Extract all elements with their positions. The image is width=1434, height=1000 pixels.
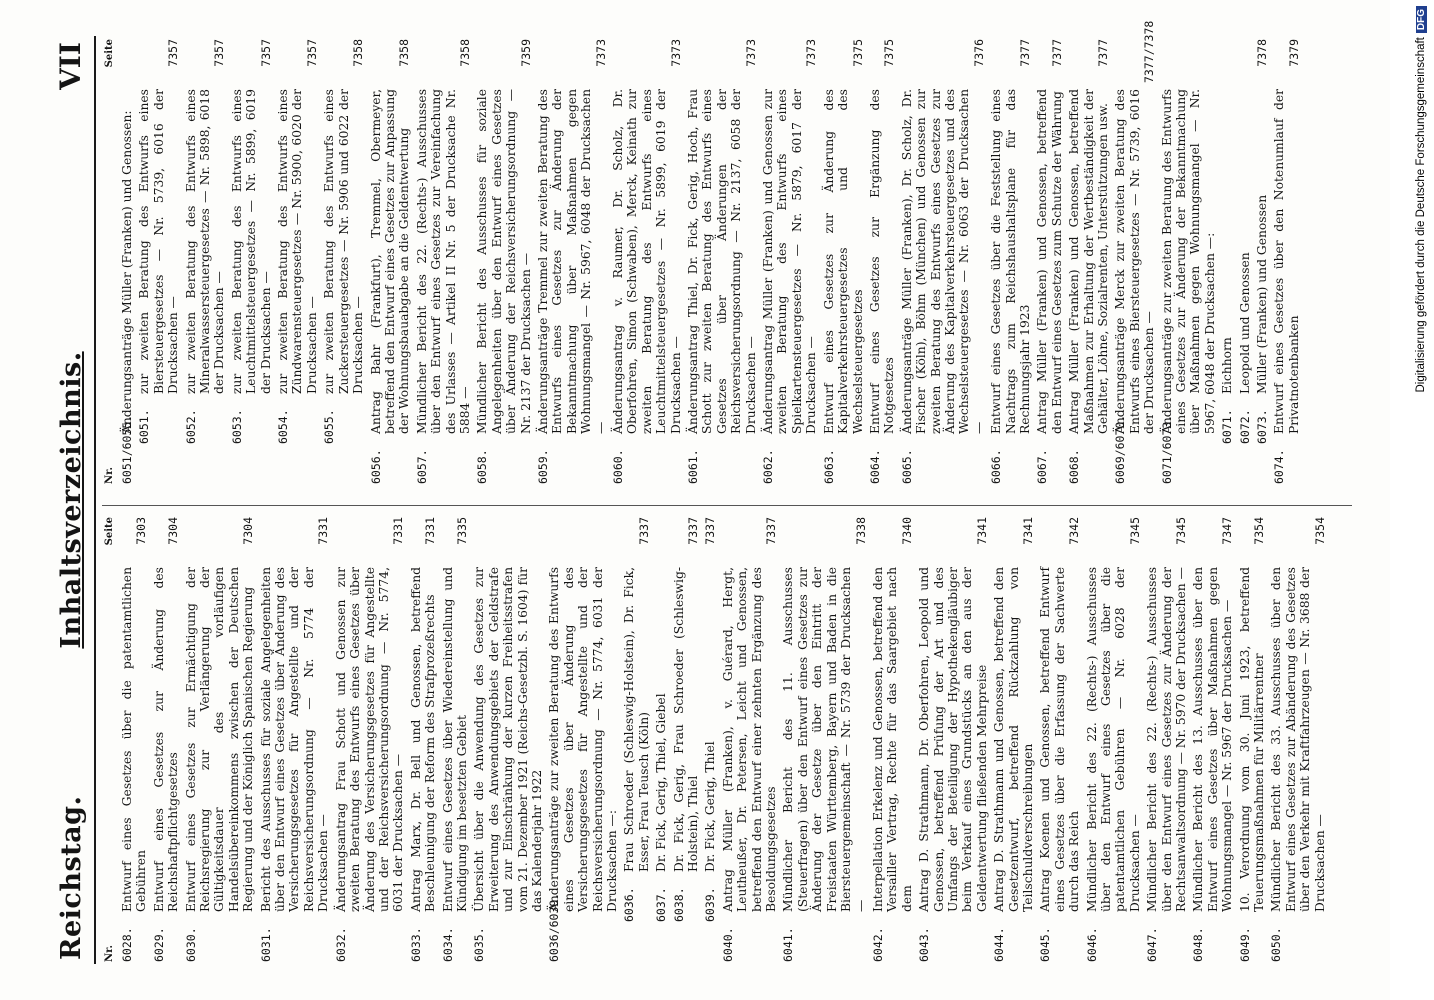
index-entry: [703, 517, 717, 962]
entry-number: 6058.: [475, 449, 490, 484]
entry-page: 7335: [454, 517, 469, 545]
entry-title: Antrag Müller (Franken), v. Guérard, Hergt, Leutheußer, Dr. Petersen, Leicht und Genossen, betreffend den Entwurf einer zehnten Ergänzung des Besoldungsgesetzes: [720, 567, 779, 912]
left-column: [100, 517, 1360, 962]
index-entry: [230, 39, 273, 484]
index-entry: [822, 39, 865, 484]
entry-title: Übersicht über die Anwendung des Gesetzes zur Erweiterung des Anwendungsgebiets der Geldstrafe und zur Einschränkung der kurzen Freiheitsstrafen vom 21. Dezember 1921 (Reichs-Gesetzbl. S. 1604) für das Kalenderjahr 1922: [472, 567, 544, 912]
entry-number: 6042.: [870, 927, 885, 962]
column-header: [100, 517, 120, 962]
index-entry: [1191, 517, 1234, 962]
page-title: Inhaltsverzeichnis.: [56, 351, 87, 649]
index-entry: [1238, 39, 1252, 484]
entry-page: 7337: [764, 517, 779, 545]
entry-title: Entwurf eines Gesetzes über Wiedereinstellung und Kündigung im besetzten Gebiet: [440, 567, 469, 912]
entry-title: Leopold und Genossen: [1237, 252, 1252, 394]
index-entry: [1035, 39, 1064, 484]
entry-title: Änderungsanträge zur zweiten Beratung des Entwurfs eines Gesetzes über Änderung des Versicherungsgesetzes für Angestellte und der Reichsversicherungsordnung — Nr. 5774, 6031 der Drucksachen —:: [547, 567, 619, 912]
entry-page: 7357: [304, 39, 319, 67]
index-entry: [334, 517, 406, 962]
entry-title: Mündlicher Bericht des Ausschusses für soziale Angelegenheiten über den Entwurf eines Gesetzes über Änderung der Reichsversicherungsordnung — Nr. 2137 der Drucksachen —: [475, 89, 533, 434]
entry-title: Frau Schroeder (Schleswig-Holstein), Dr. Fick, Esser, Frau Teusch (Köln): [622, 567, 651, 872]
entry-title: Entwurf eines Gesetzes zur Ergänzung des Notgesetzes: [867, 89, 897, 434]
index-entry: [1160, 39, 1218, 484]
entry-list: [120, 20, 1301, 484]
entry-page: 7379: [1286, 39, 1301, 67]
entry-title: Antrag Koenen und Genossen, betreffend Entwurf eines Gesetzes über die Erfassung der Sachwerte durch das Reich: [1038, 567, 1082, 912]
entry-number: 6049.: [1237, 927, 1252, 962]
entry-number: 6045.: [1038, 927, 1053, 962]
entry-page: 7338: [853, 517, 868, 545]
entry-number: 6031.: [258, 927, 273, 962]
index-entry: [1238, 517, 1267, 962]
page-number-roman: VII: [54, 42, 87, 90]
column-header-nr: Nr.: [104, 945, 115, 962]
entry-page: 7378: [1255, 39, 1270, 67]
digitization-credit-text: Digitalisierung gefördert durch die Deutsche Forschungsgemeinschaft: [1415, 37, 1427, 393]
entry-page: 7337: [703, 517, 718, 545]
index-entry: [686, 39, 758, 484]
entry-page: 7341: [974, 517, 989, 545]
entry-number: 6069/6070.: [1113, 414, 1128, 484]
entry-page: 7357: [258, 39, 273, 67]
entry-title: Entwurf eines Gesetzes über die patentamtlichen Gebühren: [120, 567, 149, 912]
entry-page: 7377: [1096, 39, 1110, 67]
index-entry: [1038, 517, 1081, 962]
entry-number: 6067.: [1035, 449, 1050, 484]
entry-number: 6035.: [472, 927, 487, 962]
entry-title: Änderungsantrag Thiel, Dr. Fick, Gerig, Hoch, Frau Schott zur zweiten Beratung des Entwurfs eines Gesetzes über Änderungen der Reichsversicherungsordnung — Nr. 2137, 6058 der Drucksachen —: [686, 89, 758, 434]
entry-title: Antrag Marx, Dr. Bell und Genossen, betreffend Beschleunigung der Reform des Strafprozeßrechts: [408, 567, 438, 912]
index-entry: [441, 517, 470, 962]
entry-number: 6040.: [720, 927, 735, 962]
entry-page: 7304: [241, 517, 256, 545]
entry-number: 6034.: [440, 927, 455, 962]
index-entry: [1272, 39, 1301, 484]
index-entry: [369, 39, 412, 484]
entry-number: 6041.: [781, 927, 796, 962]
entry-title: Antrag D. Strathmann, Dr. Oberfohren, Leopold und Genossen, betreffend Prüfung der Art und des Umfangs der Beteiligung der Hypothekengläubiger beim Verkauf eines Grundstücks an den aus der Geldentwertung fließenden Mehrpreise: [917, 567, 989, 912]
index-entry: [415, 39, 473, 484]
index-entry: [781, 517, 867, 962]
entry-number: 6028.: [120, 927, 134, 962]
entry-number: 6030.: [183, 927, 198, 962]
index-entry: [1255, 39, 1269, 484]
entry-title: Änderungsanträge Müller (Franken) und Genossen:: [120, 110, 134, 434]
index-entry: [120, 39, 134, 484]
entry-number: 6037.: [654, 887, 669, 922]
entry-page: 7358: [457, 39, 472, 67]
entry-number: 6036.: [622, 887, 637, 922]
entry-number: 6048.: [1191, 927, 1206, 962]
entry-page: 7354: [1312, 517, 1327, 545]
entry-number: 6061.: [686, 449, 701, 484]
entry-number: 6073.: [1255, 409, 1270, 444]
entry-number: 6059.: [535, 449, 550, 484]
index-entry: [1220, 39, 1234, 484]
entry-page: 7354: [1252, 517, 1267, 545]
entry-number: 6050.: [1269, 927, 1284, 962]
entry-number: 6071.: [1220, 409, 1235, 444]
index-entry: [409, 517, 438, 962]
entry-title: 10. Verordnung vom 30. Juni 1923, betreffend Teuerungsmaßnahmen für Militärrentner: [1237, 567, 1267, 912]
entry-page: 7375: [850, 39, 865, 67]
entry-title: Änderungsantrag Frau Schott und Genossen zur zweiten Beratung des Entwurfs eines Gesetzes über Änderung des Versicherungsgesetzes für Angestellte und der Reichsversicherungsordnung — Nr. 5774, 6031 der Drucksachen —: [333, 567, 406, 912]
entry-title: Antrag Müller (Franken) und Genossen, betreffend Maßnahmen zur Erhaltung der Wertbeständigkeit der Gehälter, Löhne, Sozialrenten, Unterstützungen usw.: [1067, 89, 1110, 434]
entry-number: 6065.: [899, 449, 914, 484]
index-entry: [622, 517, 651, 962]
entry-number: 6044.: [992, 927, 1007, 962]
index-entry: [761, 39, 819, 484]
entry-number: 6036/6039.: [547, 892, 562, 962]
entry-title: Mündlicher Bericht des 22. (Rechts-) Ausschusses über den Entwurf eines Gesetzes zur Vereinfachung des Urlasses — Artikel II Nr. 5 der Drucksache Nr. 5884 —: [414, 89, 472, 434]
entry-page: 7377: [1049, 39, 1064, 67]
entry-number: 6056.: [368, 449, 383, 484]
entry-number: 6064.: [867, 449, 882, 484]
entry-page: 7337: [686, 517, 701, 545]
entry-title: Dr. Fick, Gerig, Thiel: [703, 741, 718, 872]
entry-page: 7345: [1174, 517, 1189, 545]
entry-page: 7331: [316, 517, 331, 545]
column-header-nr: Nr.: [104, 467, 115, 484]
entry-number: 6074.: [1272, 449, 1287, 484]
index-entry: [992, 517, 1035, 962]
page-header: [48, 36, 96, 964]
entry-title: Antrag Müller (Franken) und Genossen, betreffend den Entwurf eines Gesetzes zum Schutze der Währung: [1035, 89, 1064, 434]
index-entry: [137, 39, 180, 484]
entry-number: 6063.: [821, 449, 836, 484]
entry-page: 7331: [391, 517, 406, 545]
entry-page: 7377: [1017, 39, 1032, 67]
entry-title: Änderungsantrag v. Raumer, Dr. Scholz, Dr. Oberfohren, Simon (Schwaben), Merck, Keinath zur zweiten Beratung des Entwurfs eines Leuchtmittelsteuergesetzes — Nr. 5899, 6019 der Drucksachen —: [611, 89, 683, 434]
entry-page: 7345: [1127, 517, 1142, 545]
index-entry: [276, 39, 319, 484]
index-entry: [1113, 20, 1157, 484]
entry-number: 6052.: [183, 409, 198, 444]
entry-title: Entwurf eines Gesetzes zur Änderung des Reichshaftpflichtgesetzes: [151, 567, 181, 912]
index-entry: [654, 517, 668, 962]
digitization-credit: [1408, 0, 1434, 1000]
entry-title: zur zweiten Beratung des Entwurfs eines Zündwarensteuergesetzes — Nr. 5900, 6020 der Drucksachen —: [276, 89, 319, 394]
entry-page: 7376: [971, 39, 986, 67]
index-entry: [322, 39, 365, 484]
entry-list: [120, 517, 1327, 962]
index-entry: [721, 517, 779, 962]
entry-number: 6043.: [917, 927, 932, 962]
entry-title: Dr. Fick, Gerig, Frau Schroeder (Schleswig-Holstein), Thiel: [671, 567, 701, 872]
index-entry: [472, 517, 544, 962]
entry-page: 7359: [518, 39, 533, 67]
entry-title: Mündlicher Bericht des 13. Ausschusses über den Entwurf eines Gesetzes über Maßnahmen gegen Wohnungsmangel — Nr. 5967 der Drucksachen —: [1191, 567, 1235, 912]
index-entry: [989, 39, 1032, 484]
entry-title: Mündlicher Bericht des 22. (Rechts-) Ausschusses über den Entwurf eines Gesetzes über die patentamtlichen Gebühren — Nr. 6028 der Drucksachen —: [1084, 567, 1142, 912]
entry-page: 7357: [212, 39, 227, 67]
entry-number: 6062.: [761, 449, 776, 484]
entry-title: zur zweiten Beratung des Entwurfs eines Leuchtmittelsteuergesetzes — Nr. 5899, 6019 der Drucksachen —: [229, 89, 273, 394]
entry-title: Entwurf eines Gesetzes über die Feststellung eines Nachtrags zum Reichshaushaltsplane für das Rechnungsjahr 1923: [989, 89, 1032, 434]
entry-page: 7331: [423, 517, 438, 545]
index-entry: [1145, 517, 1188, 962]
entry-page: 7358: [351, 39, 366, 67]
right-column: [100, 20, 1360, 484]
entry-number: 6051.: [137, 409, 152, 444]
entry-number: 6032.: [333, 927, 348, 962]
entry-title: Änderungsanträge Merck zur zweiten Beratung des Entwurfs eines Biersteuergesetzes — Nr. 5739, 6016 der Drucksachen —: [1113, 89, 1157, 434]
entry-page: 7357: [166, 39, 181, 67]
index-entry: [120, 517, 149, 962]
dfg-logo: DFG: [1416, 6, 1427, 33]
entry-title: Entwurf eines Gesetzes zur Änderung des Kapitalverkehrsteuergesetzes und des Wechselsteuergesetzes: [821, 89, 865, 434]
entry-title: Interpellation Erkelenz und Genossen, betreffend den Versailler Vertrag, Rechte für das Saargebiet nach dem: [870, 567, 914, 912]
entry-title: Änderungsanträge Tremmel zur zweiten Beratung des Entwurfs eines Gesetzes zur Änderung der Bekanntmachung über Maßnahmen gegen Wohnungsmangel — Nr. 5967, 6048 der Drucksachen —: [535, 89, 608, 434]
column-divider: [102, 505, 1352, 506]
entry-number: 6072.: [1237, 409, 1252, 444]
entry-number: 6047.: [1145, 927, 1160, 962]
entry-title: Antrag D. Strathmann und Genossen, betreffend den Gesetzentwurf, betreffend Rückzahlung von Teilschuldverschreibungen: [992, 567, 1035, 912]
index-entry: [547, 517, 619, 962]
entry-title: Mündlicher Bericht des 33. Ausschusses über den Entwurf eines Gesetzes zur Abänderung des Gesetzes über den Verkehr mit Kraftfahrzeugen — Nr. 3688 der Drucksachen —: [1269, 567, 1327, 912]
column-header-seite: Seite: [104, 39, 115, 68]
entry-page: 7373: [743, 39, 758, 67]
index-entry: [259, 517, 331, 962]
index-entry: [536, 39, 608, 484]
entry-page: 7303: [134, 517, 149, 545]
entry-page: 7342: [1067, 517, 1082, 545]
entry-title: Änderungsanträge Müller (Franken), Dr. Scholz, Dr. Fischer (Köln), Böhm (München) und Genossen zur zweiten Beratung des Entwurfs eines Gesetzes zur Änderung des Kapitalverkehrsteuergesetzes und des Wechselsteuergesetzes — Nr. 6063 der Drucksachen —: [899, 89, 986, 434]
entry-page: 7304: [166, 517, 181, 545]
entry-title: Dr. Fick, Gerig, Thiel, Giebel: [654, 693, 669, 872]
column-header: [100, 39, 120, 484]
entry-title: zur zweiten Beratung des Entwurfs eines Zuckersteuergesetzes — Nr. 5906 und 6022 der Drucksachen —: [322, 89, 366, 394]
entry-title: Änderungsantrag Müller (Franken) und Genossen zur zweiten Beratung des Entwurfs eines Spielkartensteuergesetzes — Nr. 5879, 6017 der Drucksachen —: [761, 89, 819, 434]
entry-page: 7337: [636, 517, 651, 545]
running-head-left: Reichstag.: [56, 795, 87, 960]
entry-title: Mündlicher Bericht des 11. Ausschusses (Steuerfragen) über den Entwurf eines Gesetzes zur Änderung der Gesetze über den Eintritt der Freistaaten Württemberg, Bayern und Baden in die Biersteuergemeinschaft — Nr. 5739 der Drucksachen —: [781, 567, 868, 912]
entry-page: 7373: [804, 39, 819, 67]
index-entry: [475, 39, 533, 484]
entry-number: 6029.: [151, 927, 166, 962]
entry-number: 6068.: [1067, 449, 1082, 484]
index-entry: [1085, 517, 1143, 962]
index-entry: [611, 39, 683, 484]
entry-number: 6060.: [611, 449, 625, 484]
entry-page: 7340: [899, 517, 914, 545]
entry-title: Müller (Franken) und Genossen: [1255, 194, 1270, 394]
index-entry: [917, 517, 989, 962]
entry-title: zur zweiten Beratung des Entwurfs eines Biersteuergesetzes — Nr. 5739, 6016 der Drucksachen —: [137, 89, 181, 394]
entry-title: Änderungsanträge zur zweiten Beratung des Entwurfs eines Gesetzes zur Änderung der Bekanntmachung über Maßnahmen gegen Wohnungsmangel — Nr. 5967, 6048 der Drucksachen —:: [1159, 89, 1217, 434]
entry-title: Eichhorn: [1220, 337, 1235, 394]
entry-number: 6038.: [671, 887, 686, 922]
index-entry: [900, 39, 986, 484]
index-entry: [672, 517, 701, 962]
index-entry: [1067, 39, 1110, 484]
entry-page: 7373: [668, 39, 683, 67]
entry-title: zur zweiten Beratung des Entwurfs eines Mineralwassersteuergesetzes — Nr. 5898, 6018 der Drucksachen —: [183, 89, 227, 394]
index-entry: [871, 517, 914, 962]
entry-number: 6033.: [408, 927, 423, 962]
entry-title: Bericht des Ausschusses für soziale Angelegenheiten über den Entwurf eines Gesetzes über Änderung des Versicherungsgesetzes für Angestellte und der Reichsversicherungsordnung — Nr. 5774 der Drucksachen —: [258, 567, 331, 912]
entry-number: 6066.: [989, 449, 1004, 484]
entry-title: Entwurf eines Gesetzes zur Ermächtigung der Reichsregierung zur Verlängerung der Gültigkeitsdauer des vorläufigen Handelsübereinkommens zwischen der Deutschen Regierung und der Königlich Spanischen Regierung: [183, 567, 256, 912]
entry-number: 6057.: [414, 449, 429, 484]
index-entry: [152, 517, 181, 962]
entry-number: 6039.: [703, 887, 718, 922]
entry-page: 7373: [593, 39, 608, 67]
entry-title: Antrag Bahr (Frankfurt), Tremmel, Obermeyer, betreffend den Entwurf eines Gesetzes zur Anpassung der Wohnungsbauabgabe an die Geldentwertung: [368, 89, 412, 434]
column-header-seite: Seite: [104, 517, 115, 546]
entry-number: 6054.: [276, 409, 291, 444]
index-entry: [1269, 517, 1327, 962]
index-entry: [184, 39, 227, 484]
entry-title: Mündlicher Bericht des 22. (Rechts-) Ausschusses über den Entwurf eines Gesetzes zur Änderung der Rechtsanwaltsordnung — Nr. 5970 der Drucksachen —: [1145, 567, 1189, 912]
entry-page: 7341: [1020, 517, 1035, 545]
index-entry: [184, 517, 256, 962]
entry-number: 6051/6055.: [120, 414, 134, 484]
entry-number: 6046.: [1084, 927, 1099, 962]
entry-number: 6053.: [229, 409, 244, 444]
entry-page: 7377/7378: [1142, 20, 1157, 83]
entry-page: 7358: [397, 39, 412, 67]
entry-number: 6071/6073.: [1159, 414, 1174, 484]
index-entry: [868, 39, 897, 484]
entry-page: 7347: [1220, 517, 1235, 545]
entry-title: Entwurf eines Gesetzes über den Notenumlauf der Privatnotenbanken: [1272, 89, 1301, 434]
entry-number: 6055.: [322, 409, 337, 444]
entry-page: 7375: [882, 39, 897, 67]
